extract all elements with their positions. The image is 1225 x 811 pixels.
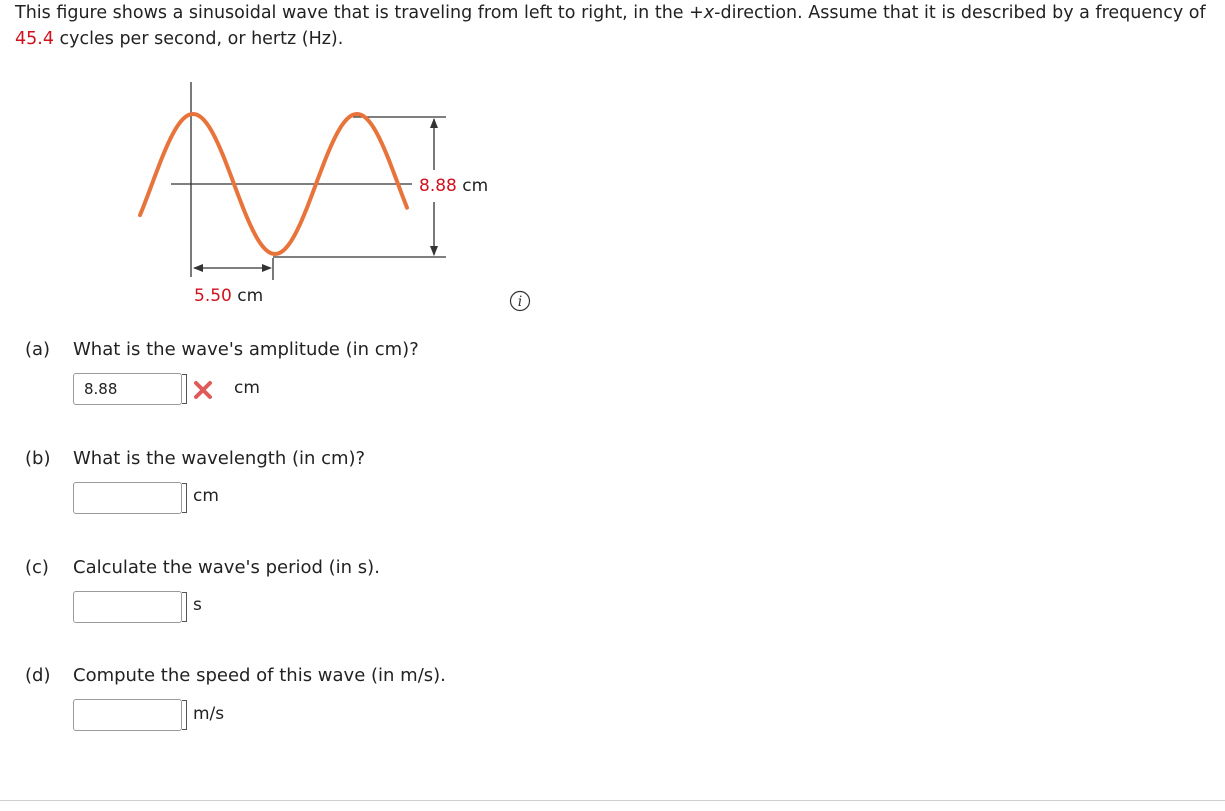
up-arrowhead <box>430 118 438 128</box>
question-d-part: (d) <box>25 665 51 686</box>
question-a-text: What is the wave's amplitude (in cm)? <box>73 339 419 360</box>
amplitude-unit: cm <box>234 378 260 398</box>
input-bracket <box>182 592 187 622</box>
frequency-value: 45.4 <box>15 29 54 49</box>
question-b <box>25 448 365 470</box>
svg-text:i: i <box>517 294 523 310</box>
question-a-part: (a) <box>25 339 51 360</box>
question-d-text: Compute the speed of this wave (in m/s). <box>73 665 446 686</box>
left-arrowhead <box>193 264 203 272</box>
input-bracket <box>182 700 187 730</box>
wavelength-input[interactable] <box>73 482 182 514</box>
period-input[interactable] <box>73 591 182 623</box>
period-unit: s <box>193 595 202 615</box>
speed-input[interactable] <box>73 699 182 731</box>
intro-text-2: -direction. Assume that it is described by a frequency of <box>714 3 1206 23</box>
question-c-part: (c) <box>25 557 49 578</box>
question-a <box>25 339 419 361</box>
intro-text-3: cycles per second, or hertz (Hz). <box>53 29 344 49</box>
question-c-text: Calculate the wave's period (in s). <box>73 557 380 578</box>
question-d <box>25 665 446 687</box>
incorrect-x-icon <box>192 379 214 401</box>
problem-statement <box>15 0 1215 52</box>
width-label: 5.50 cm <box>194 286 264 306</box>
intro-text-1: This figure shows a sinusoidal wave that is traveling from left to right, in the + <box>15 3 704 23</box>
input-bracket <box>182 374 187 404</box>
bottom-divider <box>0 800 1225 801</box>
info-icon[interactable] <box>509 290 531 312</box>
wavelength-unit: cm <box>193 486 219 506</box>
question-c <box>25 557 380 579</box>
question-b-part: (b) <box>25 448 51 469</box>
question-b-text: What is the wavelength (in cm)? <box>73 448 366 469</box>
amplitude-input[interactable] <box>73 373 182 405</box>
down-arrowhead <box>430 246 438 256</box>
input-bracket <box>182 483 187 513</box>
wave-figure <box>0 70 560 320</box>
intro-variable-x: x <box>703 3 715 23</box>
height-label: 8.88 cm <box>419 176 489 196</box>
speed-unit: m/s <box>193 704 225 724</box>
right-arrowhead <box>262 264 272 272</box>
